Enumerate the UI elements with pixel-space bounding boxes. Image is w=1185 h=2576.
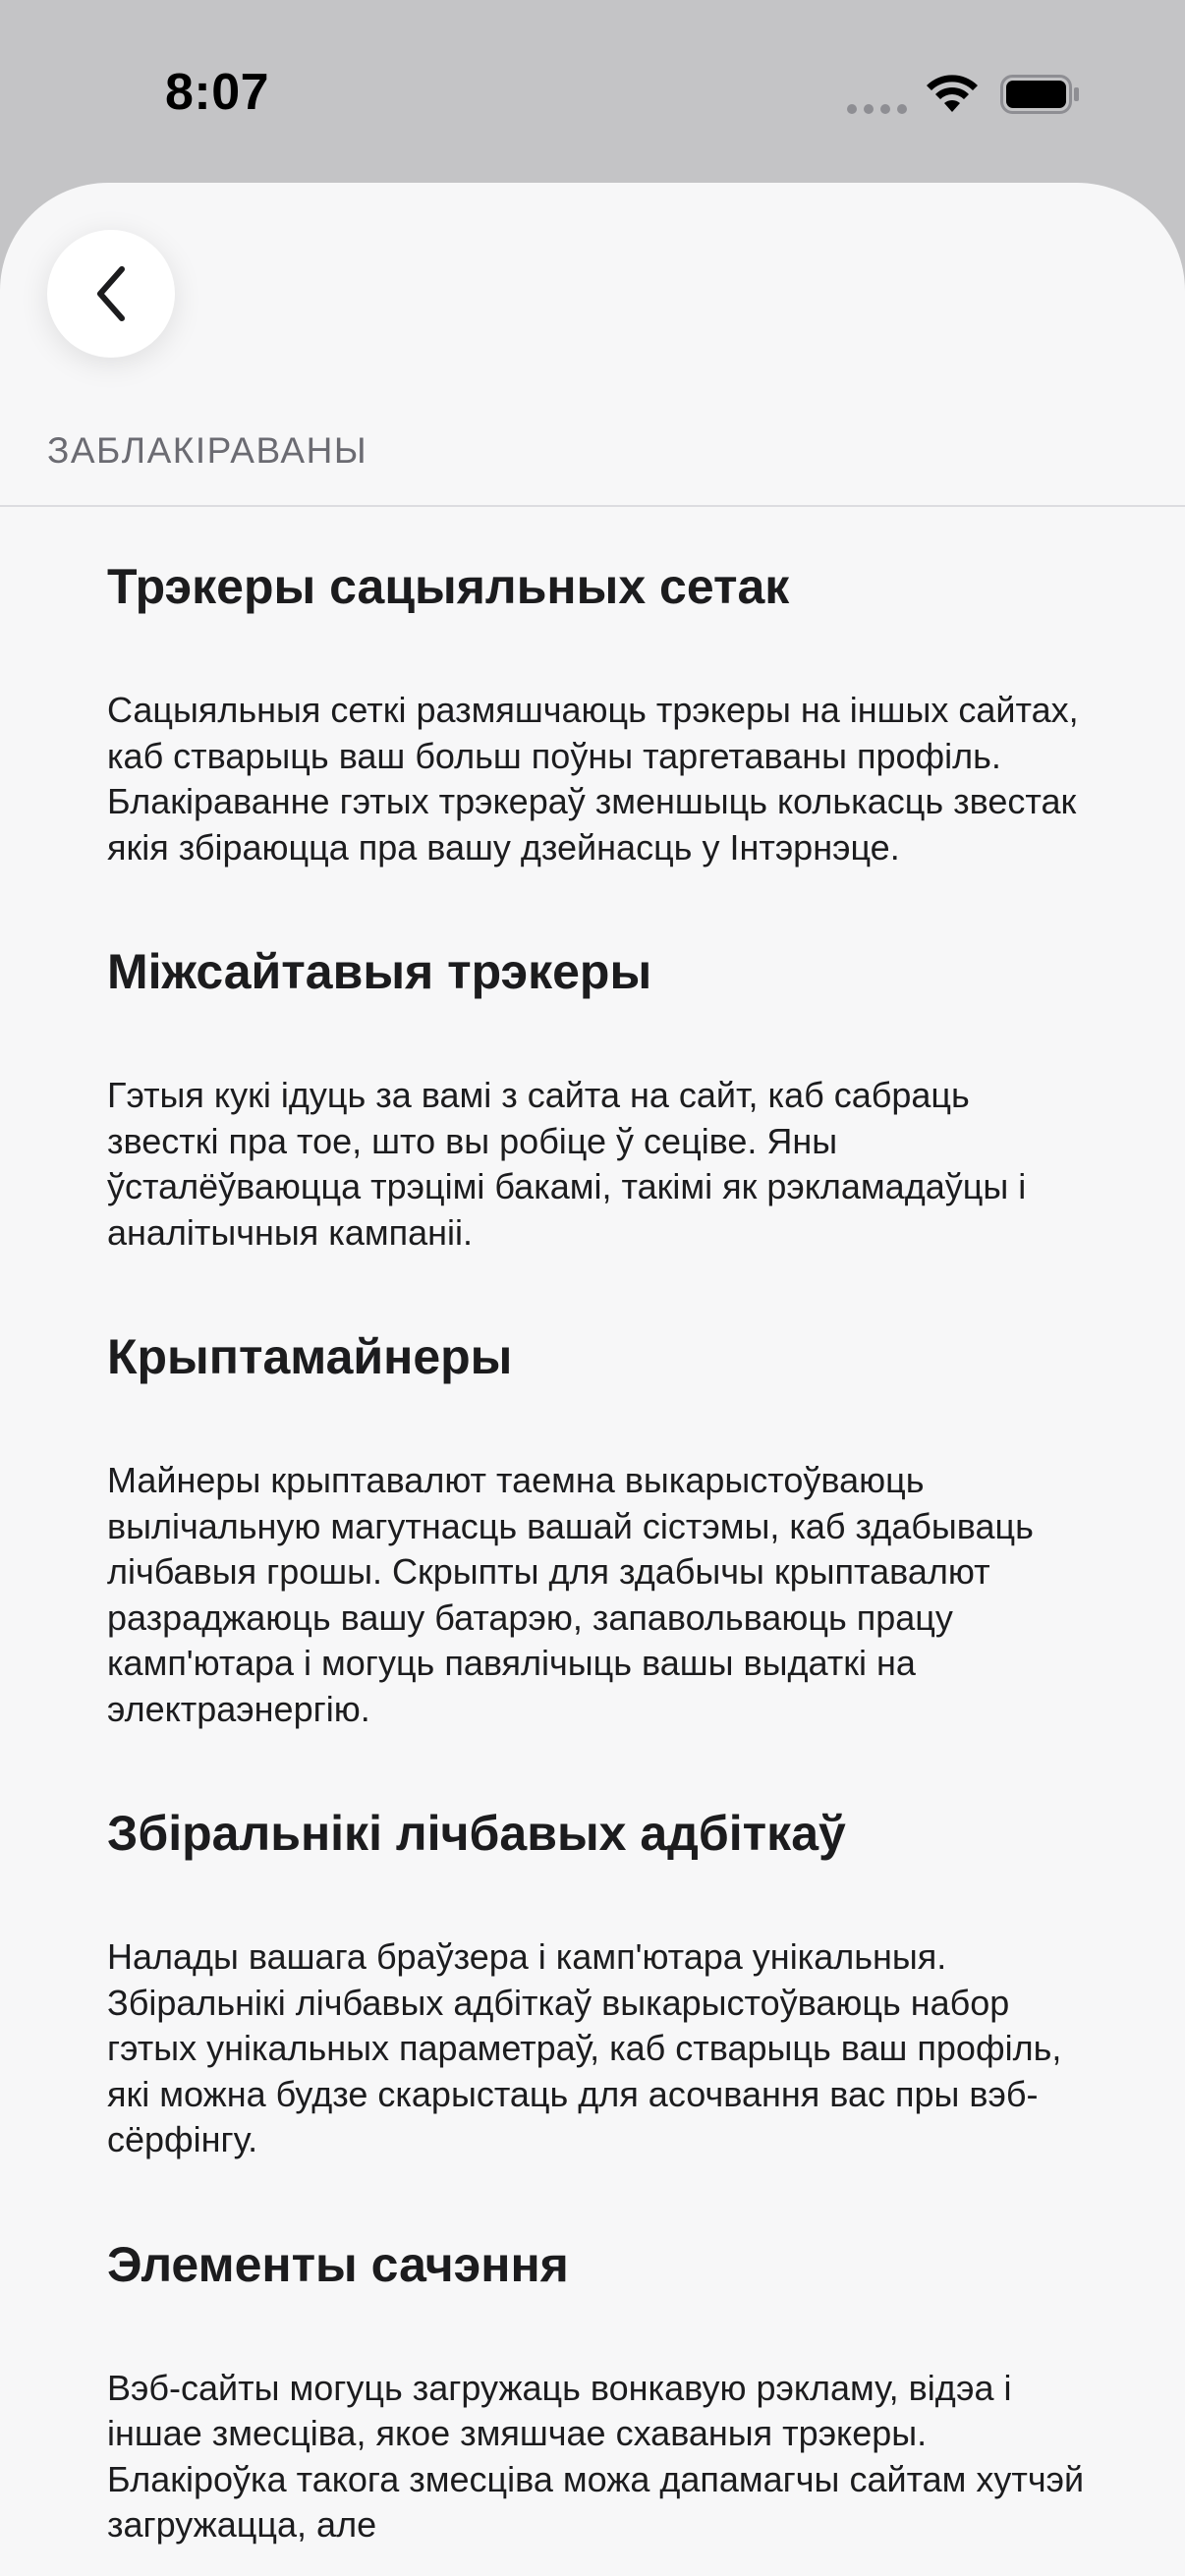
item-title: Элементы сачэння bbox=[107, 2236, 569, 2292]
item-description: Вэб-сайты могуць загружаць вонкавую рэкламу, відэа і іншае змесціва, якое змяшчае схаваныя трэкеры. Блакіроўка такога змесціва можа дапамагчы сайтам хутчэй загружацца, але bbox=[107, 2367, 1085, 2545]
item-description: Майнеры крыптавалют таемна выкарыстоўваюць вылічальную магутнасць вашай сістэмы, каб здабываць лічбавыя грошы. Скрыпты для здабычы крыптавалют разраджаюць вашу батарэю, запавольваюць працу камп'ютара і могуць павялічыць вашы выдаткі на электраэнергію. bbox=[107, 1460, 1034, 1729]
chevron-left-icon bbox=[88, 263, 134, 324]
item-title: Збіральнікі лічбавых адбіткаў bbox=[107, 1806, 846, 1861]
item-title: Міжсайтавыя трэкеры bbox=[107, 944, 652, 999]
list-item bbox=[107, 1803, 1090, 2163]
wifi-icon bbox=[924, 73, 981, 114]
item-description: Гэтыя кукі ідуць за вамі з сайта на сайт, каб сабраць звесткі пра тое, што вы робіце ў сеціве. Яны ўсталёўваюцца трэцімі бакамі, такімі як рэкламадаўцы і аналітычныя кампаніі. bbox=[107, 1075, 1027, 1253]
list-item bbox=[107, 556, 1090, 870]
back-button[interactable] bbox=[47, 230, 175, 358]
item-title: Крыптамайнеры bbox=[107, 1329, 513, 1384]
status-time: 8:07 bbox=[165, 64, 270, 121]
list-item bbox=[107, 1326, 1090, 1732]
section-header: ЗАБЛАКІРАВАНЫ bbox=[47, 430, 368, 471]
divider bbox=[0, 505, 1185, 507]
battery-icon bbox=[1000, 75, 1081, 114]
status-bar bbox=[0, 0, 1185, 183]
item-description: Налады вашага браўзера і камп'ютара унікальныя. Збіральнікі лічбавых адбіткаў выкарыстоўваюць набор гэтых унікальных параметраў, каб стварыць ваш профіль, які можна будзе скарыстаць для асочвання вас пры вэб-сёрфінгу. bbox=[107, 1936, 1062, 2159]
list-item bbox=[107, 2234, 1090, 2548]
item-description: Сацыяльныя сеткі размяшчаюць трэкеры на іншых сайтах, каб стварыць ваш больш поўны таргетаваны профіль. Блакіраванне гэтых трэкераў зменшыць колькасць звестак якія збіраюцца пра вашу дзейнасць у Інтэрнэце. bbox=[107, 690, 1079, 868]
signal-dots-icon bbox=[847, 104, 907, 114]
tracker-details-sheet bbox=[0, 183, 1185, 2576]
blocked-trackers-list bbox=[107, 556, 1090, 2576]
item-title: Трэкеры сацыяльных сетак bbox=[107, 559, 790, 614]
list-item bbox=[107, 941, 1090, 1256]
